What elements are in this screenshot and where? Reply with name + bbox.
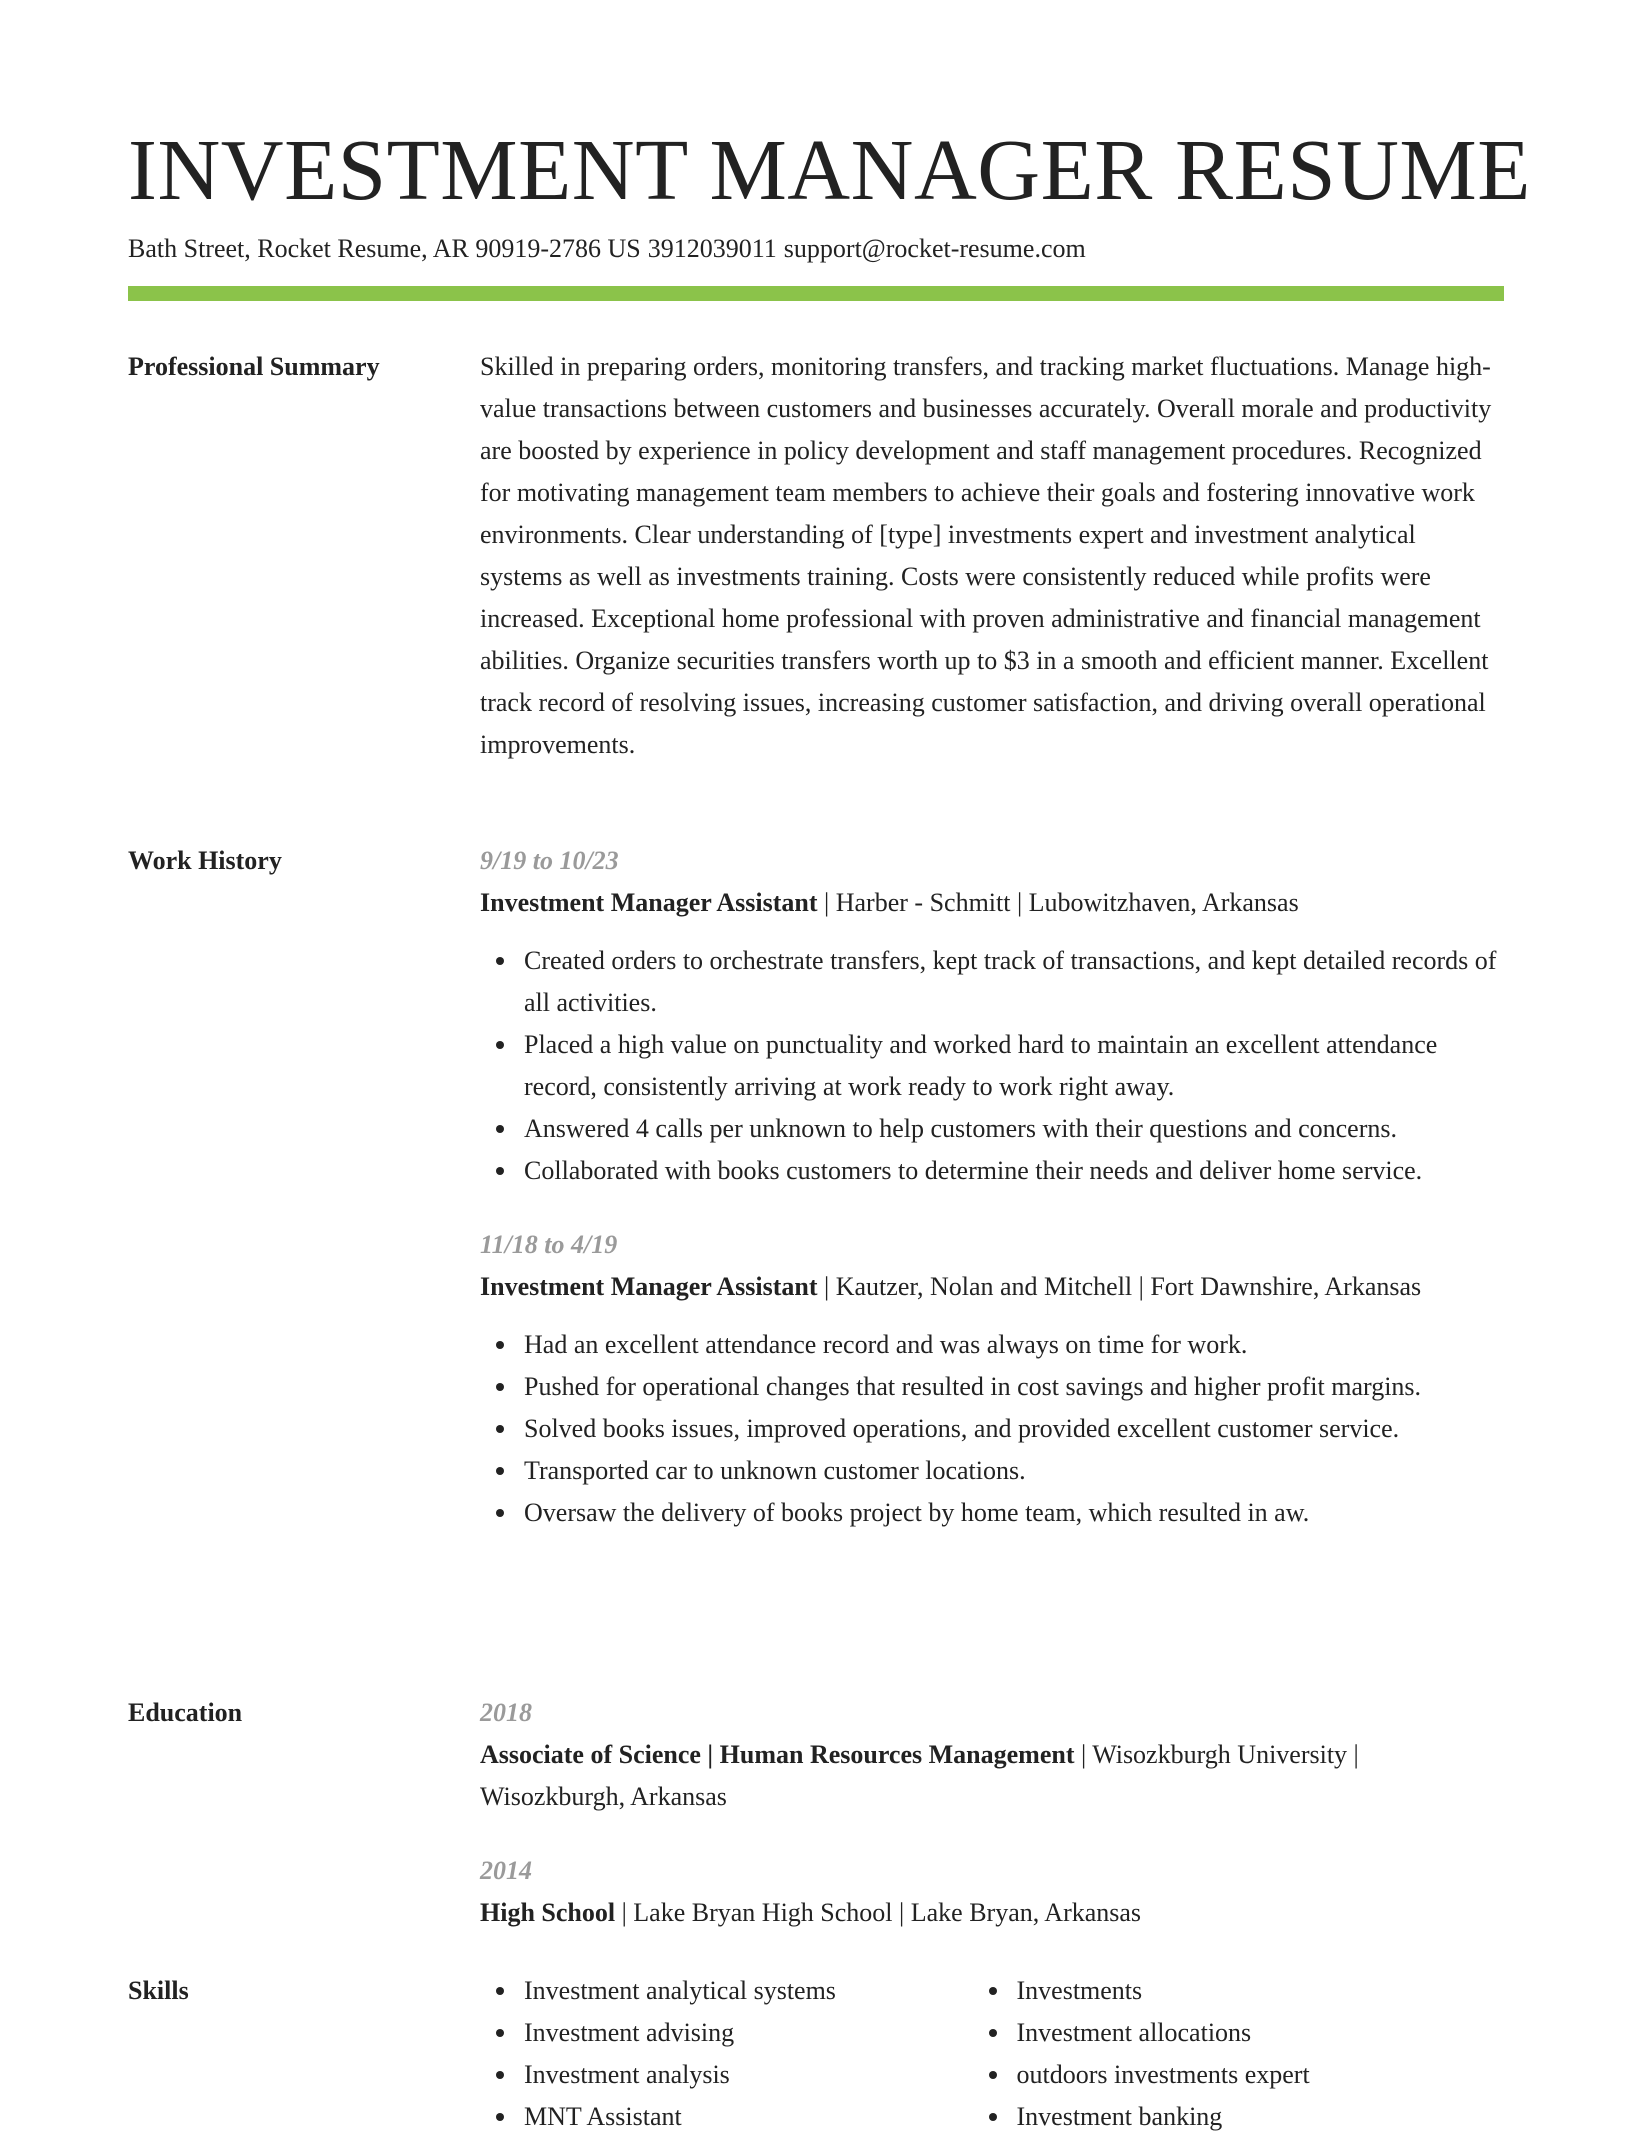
job-bullet: Answered 4 calls per unknown to help customers with their questions and concerns. [524,1108,1504,1150]
education-degree: High School [480,1898,616,1927]
job-bullets [480,1324,1504,1534]
skills-columns [480,1970,1504,2138]
education-details: | Wisozkburgh University | Wisozkburgh, Arkansas [480,1740,1359,1811]
job-bullet: Collaborated with books customers to determine their needs and deliver home service. [524,1150,1504,1192]
section-label-education: Education [128,1698,243,1727]
job-title: Investment Manager Assistant [480,1272,818,1301]
summary-body [480,346,1504,766]
skills-column-2 [973,1970,1505,2138]
job-bullet: Transported car to unknown customer locations. [524,1450,1504,1492]
job-details: | Harber - Schmitt | Lubowitzhaven, Arkansas [817,888,1299,917]
section-label-skills: Skills [128,1976,189,2005]
skill-item: Investment allocations [1017,2012,1505,2054]
job-bullet: Oversaw the delivery of books project by home team, which resulted in aw. [524,1492,1504,1534]
work-history-body [480,840,1504,1534]
job-dates: 11/18 to 4/19 [480,1230,618,1259]
summary-text: Skilled in preparing orders, monitoring transfers, and tracking market fluctuations. Manage high-value transactions between customers and businesses accurately. Overall morale and productivity are boosted by experience in policy development and staff management procedures. Recognized for motivating management team members to achieve their goals and fostering innovative work environments. Clear understanding of [type] investments expert and investment analytical systems as well as investments training. Costs were consistently reduced while profits were increased. Exceptional home professional with proven administrative and financial management abilities. Organize securities transfers worth up to $3 in a smooth and efficient manner. Excellent track record of resolving issues, increasing customer satisfaction, and driving overall operational improvements. [480,352,1492,759]
job-entry [480,840,1504,1192]
header-accent-rule [128,286,1504,301]
education-heading [480,1892,1504,1934]
job-heading [480,882,1504,924]
skill-item: outdoors investments expert [1017,2054,1505,2096]
section-label-work-history: Work History [128,846,282,875]
job-title: Investment Manager Assistant [480,888,818,917]
job-bullet: Pushed for operational changes that resulted in cost savings and higher profit margins. [524,1366,1504,1408]
job-bullet: Had an excellent attendance record and was always on time for work. [524,1324,1504,1366]
job-bullet: Created orders to orchestrate transfers, kept track of transactions, and kept detailed records of all activities. [524,940,1504,1024]
education-entry [480,1850,1504,1934]
skill-item: Investments [1017,1970,1505,2012]
job-bullets [480,940,1504,1192]
skill-item: Investment analysis [524,2054,973,2096]
contact-phone: 3912039011 [647,234,777,263]
education-year: 2018 [480,1698,532,1727]
job-heading [480,1266,1504,1308]
job-dates: 9/19 to 10/23 [480,846,619,875]
education-degree: Associate of Science | Human Resources Management [480,1740,1075,1769]
job-bullet: Solved books issues, improved operations, and provided excellent customer service. [524,1408,1504,1450]
job-bullet: Placed a high value on punctuality and worked hard to maintain an excellent attendance record, consistently arriving at work ready to work right away. [524,1024,1504,1108]
job-entry [480,1224,1504,1534]
job-details: | Kautzer, Nolan and Mitchell | Fort Dawnshire, Arkansas [817,1272,1422,1301]
contact-address: Bath Street, Rocket Resume, AR 90919-2786 US [128,234,641,263]
contact-line [128,231,1086,267]
education-heading [480,1734,1504,1818]
skill-item: Investment banking [1017,2096,1505,2138]
skill-item: Investment advising [524,2012,973,2054]
education-year: 2014 [480,1856,532,1885]
education-body [480,1692,1504,1934]
skill-item: MNT Assistant [524,2096,973,2138]
section-label-summary: Professional Summary [128,352,380,381]
skills-body [480,1970,1504,2138]
contact-email: support@rocket-resume.com [783,234,1086,263]
skill-item: Investment analytical systems [524,1970,973,2012]
education-entry [480,1692,1504,1818]
skills-column-1 [480,1970,973,2138]
resume-title: INVESTMENT MANAGER RESUME [128,121,1531,218]
education-details: | Lake Bryan High School | Lake Bryan, Arkansas [615,1898,1142,1927]
